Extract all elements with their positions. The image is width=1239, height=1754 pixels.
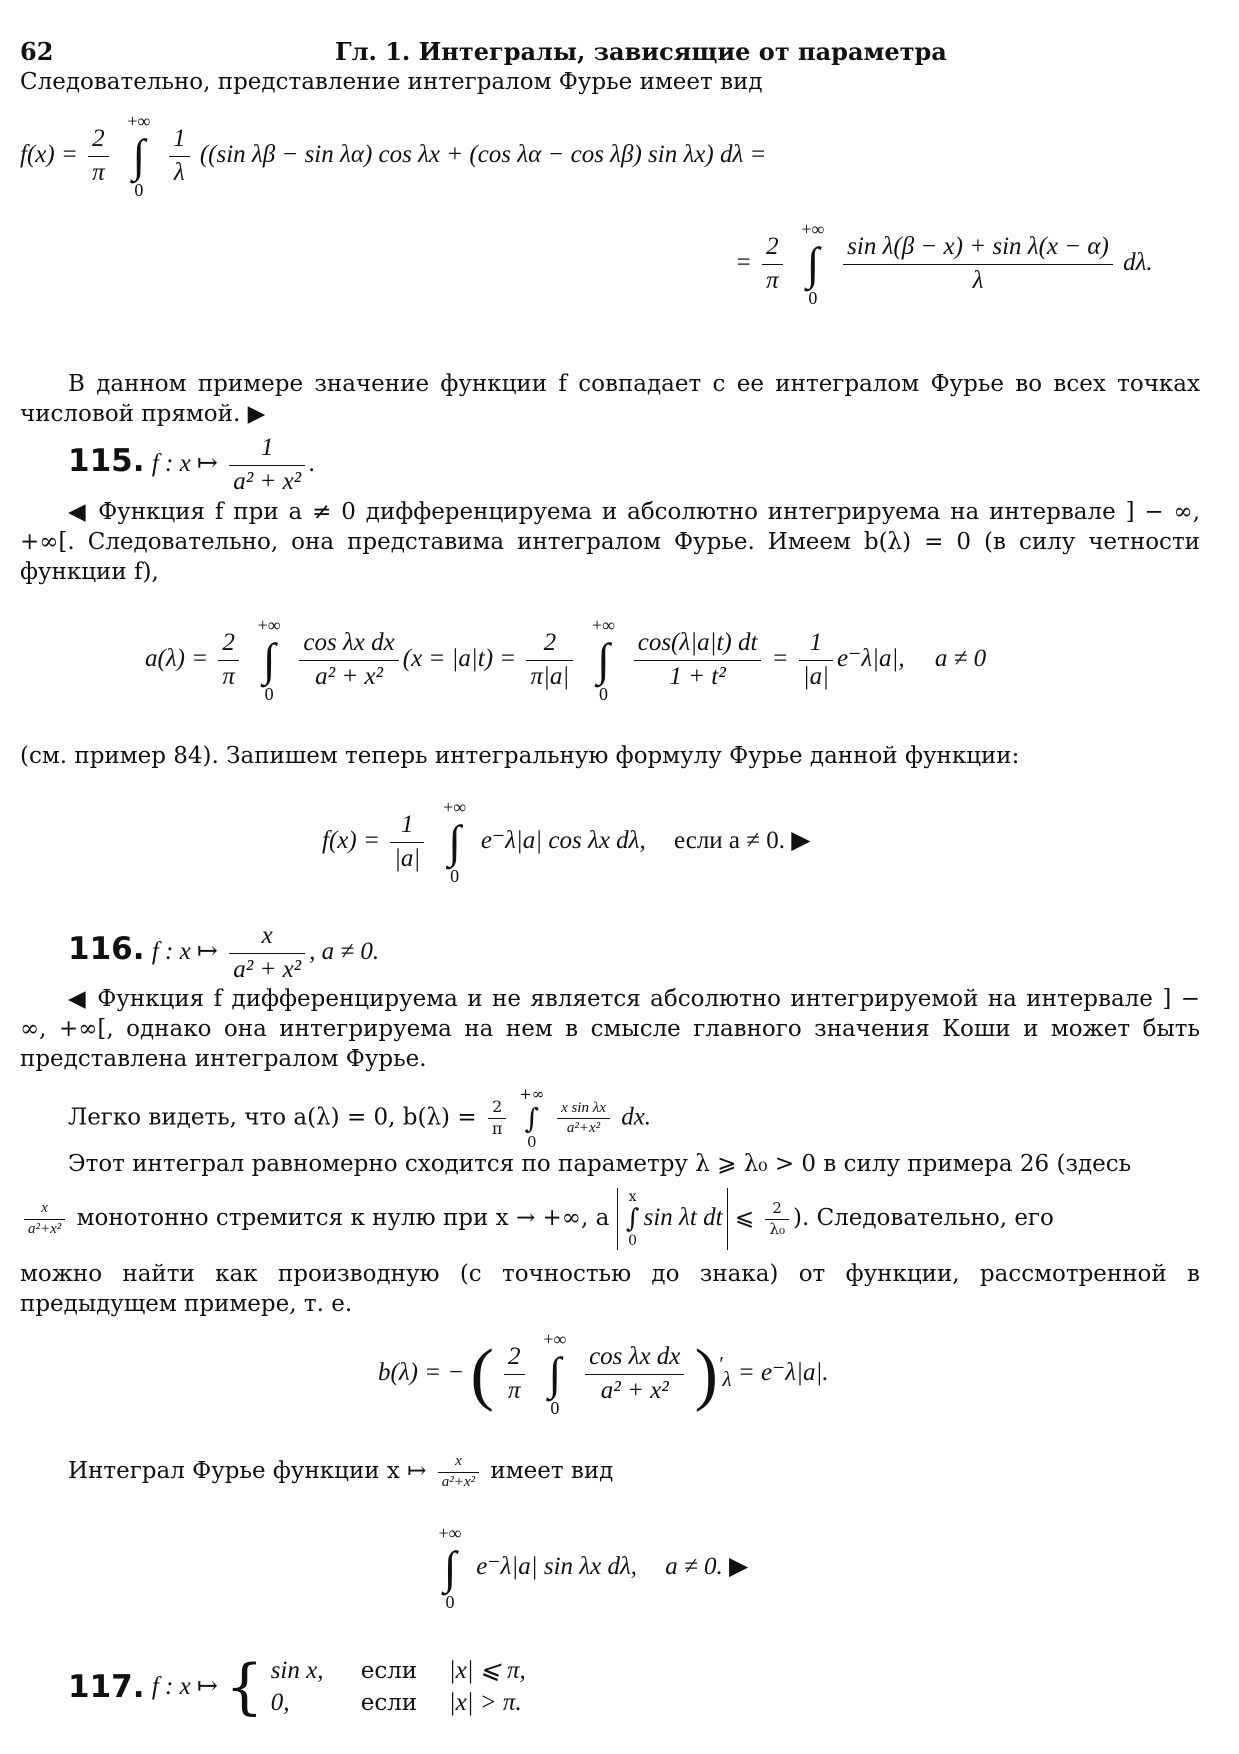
ex115-den: a² + x² [233, 467, 302, 495]
equation-2 [735, 218, 1153, 311]
eq4-lower: 0 [450, 866, 460, 887]
eq5-int-den: a² + x² [600, 1376, 669, 1404]
p116b-tail: dx. [621, 1103, 652, 1131]
p116b-text: Легко видеть, что a(λ) = 0, b(λ) = [68, 1104, 477, 1131]
eq3-eq: = [771, 645, 789, 673]
p116d-frac-den: a²+x² [28, 1220, 62, 1237]
equation-1 [20, 110, 766, 203]
example-number: 115. [68, 443, 145, 479]
case2-if: если [360, 1690, 418, 1716]
eq3-f2-den: a² + x² [315, 662, 384, 690]
eq1-inner-num: 1 [169, 123, 190, 157]
eq3-frac2 [299, 627, 398, 693]
eq4-upper: +∞ [443, 797, 467, 817]
p116d-abs-body: sin λt dt [643, 1204, 723, 1232]
p116f-frac-den: a²+x² [441, 1473, 476, 1490]
right-paren: ) [694, 1335, 718, 1413]
eq4-body: e⁻λ|a| cos λx dλ, [480, 827, 646, 855]
intro-line: Следовательно, представление интегралом Фурье имеет вид [20, 69, 763, 95]
eq3-frac1 [218, 627, 239, 693]
ex116-cond: , a ≠ 0. [309, 938, 380, 965]
example-115 [68, 432, 315, 498]
p116b-lower: 0 [526, 1132, 537, 1151]
case1-if: если [360, 1657, 418, 1684]
paragraph-116e: можно найти как производную (с точностью до знака) от функции, рассмотренной в предыдущем примере, т. е. [20, 1261, 1200, 1317]
ex117-cases [271, 1655, 526, 1720]
eq3-f5-den: |a| [802, 662, 830, 690]
equation-4 [322, 796, 810, 889]
eq1-upper-limit: +∞ [127, 111, 151, 131]
p116b-integral [518, 1085, 546, 1152]
eq2-integrand-num: sin λ(β − x) + sin λ(x − α) [843, 231, 1113, 265]
paragraph-116f [68, 1452, 613, 1492]
p116b-integrand [557, 1099, 610, 1139]
p116f-text2: имеет вид [490, 1458, 614, 1484]
integral-sign: ∫ [443, 1542, 457, 1594]
eq5-upper: +∞ [543, 1329, 567, 1349]
paragraph-1: В данном примере значение функции f совпадает с ее интегралом Фурье во всех точках числовой прямой. ▶ [20, 371, 1200, 427]
eq4-fraction [390, 809, 424, 875]
example-116 [68, 920, 379, 986]
eq6-lower: 0 [445, 1592, 455, 1613]
ex117-map: f : x ↦ [151, 1672, 218, 1700]
eq1-frac-den: π [92, 158, 105, 186]
eq4-frac-num: 1 [390, 809, 424, 843]
eq4-lhs: f(x) = [322, 827, 380, 855]
eq4-integral [435, 796, 475, 889]
p116d-bound-den: λ₀ [769, 1219, 785, 1238]
integral-sign: ∫ [524, 1101, 540, 1135]
eq1-lower-limit: 0 [134, 180, 144, 201]
eq1-frac-num: 2 [88, 123, 109, 157]
case2-cond: |x| > π. [448, 1689, 522, 1716]
eq5-lhs: b(λ) = − [378, 1359, 465, 1387]
ex115-dot: . [309, 450, 316, 477]
eq5-int-num: cos λx dx [585, 1341, 684, 1375]
paragraph-115: ◀ Функция f при a ≠ 0 дифференцируема и абсолютно интегрируема на интервале ] − ∞, +∞[. Следовательно, она представима интегралом Фурье. Имеем b(λ) = 0 (в силу четности функции f), [20, 499, 1200, 585]
eq3-condition: a ≠ 0 [934, 645, 987, 673]
eq3-lower-2: 0 [598, 684, 608, 705]
paragraph-116b [68, 1085, 651, 1152]
eq5-integral [535, 1328, 575, 1421]
eq1-integral [119, 110, 159, 203]
eq4-frac-den: |a| [394, 844, 421, 872]
eq3-upper-1: +∞ [257, 615, 281, 635]
p116d-text2: ). Следовательно, его [792, 1205, 1054, 1232]
eq3-f2-num: cos λx dx [299, 627, 398, 661]
p116f-frac-num: x [438, 1452, 479, 1473]
eq5-integrand [585, 1341, 684, 1407]
example-number: 117. [68, 1668, 145, 1705]
eq3-f5-num: 1 [799, 627, 833, 661]
paragraph-116c: Этот интеграл равномерно сходится по параметру λ ⩾ λ₀ > 0 в силу примера 26 (здесь [68, 1151, 1132, 1177]
ex116-den: a² + x² [233, 955, 302, 983]
equation-6 [430, 1522, 748, 1615]
eq3-f3-den: π|a| [530, 662, 570, 690]
eq3-lower-1: 0 [264, 684, 274, 705]
p116d-ineq: ⩽ [734, 1205, 755, 1232]
eq3-f1-num: 2 [218, 627, 239, 661]
left-paren: ( [470, 1335, 494, 1413]
ex116-num: x [229, 920, 305, 954]
eq3-integral-2 [583, 614, 623, 707]
eq2-eq: = [735, 249, 752, 277]
eq6-integral [430, 1522, 470, 1615]
eq5-prime: ′ [717, 1351, 723, 1376]
p116d-integral [622, 1188, 644, 1250]
integral-sign: ∫ [597, 634, 610, 686]
eq2-tail: dλ. [1123, 249, 1153, 277]
eq3-upper-2: +∞ [591, 615, 615, 635]
p116f-frac [438, 1452, 479, 1492]
eq5-lower: 0 [550, 1398, 560, 1419]
integral-sign: ∫ [625, 1204, 640, 1235]
case1-value: sin x, [270, 1656, 324, 1684]
eq4-condition: если a ≠ 0. ▶ [674, 827, 811, 855]
eq5-frac-den: π [508, 1376, 521, 1404]
case2-value: 0, [270, 1689, 290, 1716]
eq3-integral-1 [249, 614, 289, 707]
eq3-lhs: a(λ) = [145, 645, 209, 673]
eq3-frac3 [526, 627, 573, 693]
p116b-frac-den: π [491, 1119, 503, 1138]
paragraph-116d [20, 1188, 1054, 1250]
eq3-f4-den: 1 + t² [669, 662, 726, 690]
eq3-f3-num: 2 [526, 627, 573, 661]
case-row-2 [271, 1687, 526, 1720]
p116d-frac [24, 1199, 65, 1239]
eq5-sub: λ [722, 1367, 732, 1392]
eq2-frac-den: π [766, 266, 779, 294]
example-number: 116. [68, 931, 145, 967]
eq2-fraction [762, 231, 783, 297]
p116b-frac-num: 2 [488, 1097, 507, 1119]
ex115-num: 1 [229, 432, 305, 466]
p116b-int-den: a²+x² [566, 1120, 601, 1136]
p116b-int-num: x sin λx [557, 1099, 610, 1120]
eq5-frac-num: 2 [504, 1341, 525, 1375]
p116d-bound-num: 2 [765, 1199, 789, 1220]
eq3-f4-num: cos(λ|a|t) dt [634, 627, 762, 661]
p116d-lower: 0 [628, 1233, 638, 1250]
integral-sign: ∫ [262, 634, 276, 686]
paragraph-116a: ◀ Функция f дифференцируема и не является абсолютно интегрируемой на интервале ] − ∞, +∞[, однако она интегрируема на нем в смысле главного значения Коши и может быть представлена интегралом Фурье. [20, 986, 1200, 1072]
p116d-abs [617, 1188, 728, 1250]
ex115-fraction [229, 432, 305, 498]
ex116-fraction [229, 920, 305, 986]
eq3-frac4 [634, 627, 762, 693]
eq1-fraction [88, 123, 109, 189]
eq3-frac5 [799, 627, 833, 693]
integral-sign: ∫ [448, 816, 461, 868]
case-row-1 [271, 1655, 526, 1688]
p116b-frac [488, 1097, 507, 1140]
ex116-map: f : x ↦ [151, 938, 218, 965]
eq6-condition: a ≠ 0. ▶ [665, 1553, 749, 1581]
p116d-bound [765, 1199, 789, 1239]
paragraph-ref: (см. пример 84). Запишем теперь интегральную формулу Фурье данной функции: [20, 743, 1020, 769]
case1-cond: |x| ⩽ π, [448, 1656, 526, 1684]
eq3-subst: (x = |a|t) = [402, 645, 517, 673]
eq5-frac [504, 1341, 525, 1407]
eq1-lhs: f(x) = [20, 141, 78, 169]
p116d-upper: x [628, 1189, 637, 1205]
eq2-integral [793, 218, 833, 311]
eq6-body: e⁻λ|a| sin λx dλ, [476, 1553, 638, 1581]
eq2-upper-limit: +∞ [801, 219, 825, 239]
p116f-text1: Интеграл Фурье функции x ↦ [68, 1458, 427, 1484]
integral-sign: ∫ [132, 130, 146, 182]
equation-3 [145, 614, 986, 707]
eq2-integrand [843, 231, 1113, 297]
left-brace: { [225, 1652, 264, 1722]
eq3-exp: e⁻λ|a|, [837, 645, 905, 673]
running-title: Гл. 1. Интегралы, зависящие от параметра [335, 37, 947, 66]
page-number: 62 [20, 37, 54, 66]
eq6-upper: +∞ [438, 1523, 462, 1543]
eq2-frac-num: 2 [762, 231, 783, 265]
eq1-inner-den: λ [173, 158, 185, 186]
integral-sign: ∫ [806, 238, 820, 290]
equation-5 [378, 1328, 829, 1421]
p116d-frac-num: x [24, 1199, 65, 1220]
eq5-rhs: = e⁻λ|a|. [737, 1359, 829, 1387]
integral-sign: ∫ [548, 1348, 562, 1400]
ex115-map: f : x ↦ [151, 450, 218, 477]
eq3-f1-den: π [222, 662, 235, 690]
p116d-text1: монотонно стремится к нулю при x → +∞, а [76, 1205, 610, 1232]
eq1-inner-fraction [169, 123, 190, 189]
eq2-lower-limit: 0 [808, 288, 818, 309]
eq1-body: ((sin λβ − sin λα) cos λx + (cos λα − cos λβ) sin λx) dλ = [199, 141, 767, 169]
example-117 [68, 1648, 526, 1726]
eq2-integrand-den: λ [972, 266, 984, 294]
p116b-upper: +∞ [519, 1085, 545, 1103]
